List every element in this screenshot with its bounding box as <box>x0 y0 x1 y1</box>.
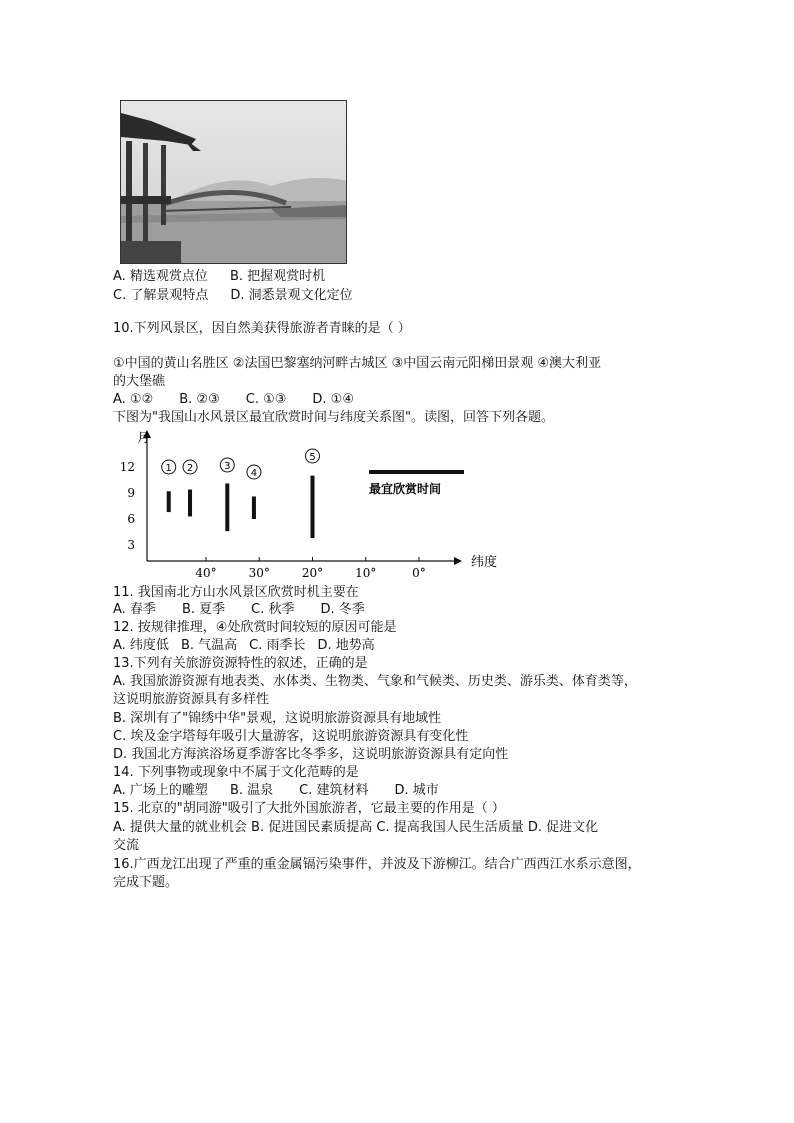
q11-option-a[interactable]: A. 春季 <box>113 602 156 617</box>
q11-stem: 11. 我国南北方山水风景区欣赏时机主要在 <box>113 585 359 600</box>
q13-stem: 13.下列有关旅游资源特性的叙述，正确的是 <box>113 656 368 671</box>
q10-options <box>113 391 354 409</box>
q9-option-d[interactable]: D. 洞悉景观文化定位 <box>230 288 353 303</box>
y-tick-label: 9 <box>127 486 135 500</box>
site-marker-label: 3 <box>224 461 231 472</box>
q12-options <box>113 637 375 655</box>
q13-option-a-line1[interactable]: A. 我国旅游资源有地表类、水体类、生物类、气象和气候类、历史类、游乐类、体育类等， <box>113 674 637 689</box>
q12-option-a[interactable]: A. 纬度低 <box>113 638 169 653</box>
q12-option-c[interactable]: C. 雨季长 <box>249 638 306 653</box>
q11-option-d[interactable]: D. 冬季 <box>320 602 365 617</box>
q10-stem: 10.下列风景区，因自然美获得旅游者青睐的是（ ） <box>113 321 411 336</box>
q14-option-c[interactable]: C. 建筑材料 <box>299 783 369 798</box>
q13-option-b[interactable]: B. 深圳有了"锦绣中华"景观，这说明旅游资源具有地域性 <box>113 711 442 726</box>
x-tick-label: 10° <box>355 566 377 578</box>
q11-options <box>113 601 365 619</box>
q9-option-c[interactable]: C. 了解景观特点 <box>113 288 209 303</box>
latitude-season-chart <box>113 428 513 578</box>
q12-option-d[interactable]: D. 地势高 <box>317 638 375 653</box>
q14-option-d[interactable]: D. 城市 <box>394 783 439 798</box>
q13-option-c[interactable]: C. 埃及金字塔每年吸引大量游客，这说明旅游资源具有变化性 <box>113 729 469 744</box>
q10-option-d[interactable]: D. ①④ <box>312 392 354 407</box>
q9-option-b[interactable]: B. 把握观赏时机 <box>229 269 326 284</box>
scenic-photo <box>120 100 347 264</box>
q14-stem: 14. 下列事物或现象中不属于文化范畴的是 <box>113 765 359 780</box>
q14-option-a[interactable]: A. 广场上的雕塑 <box>113 783 208 798</box>
q14-option-b[interactable]: B. 温泉 <box>229 783 274 798</box>
site-marker-label: 4 <box>250 468 258 479</box>
y-axis-label: 月 <box>137 431 151 446</box>
y-tick-label: 6 <box>127 512 135 526</box>
q11-option-c[interactable]: C. 秋季 <box>251 602 295 617</box>
q9-options-line2 <box>113 287 353 305</box>
site-marker-label: 5 <box>309 452 316 463</box>
q15-stem: 15. 北京的"胡同游"吸引了大批外国旅游者，它最主要的作用是（ ） <box>113 801 505 816</box>
q10-option-b[interactable]: B. ②③ <box>179 392 220 407</box>
legend-label: 最宜欣赏时间 <box>369 482 442 496</box>
q13-option-a-line2: 这说明旅游资源具有多样性 <box>113 692 270 707</box>
x-tick-label: 40° <box>195 566 217 578</box>
site-marker-label: 1 <box>165 463 172 474</box>
q10-items-line2: 的大堡礁 <box>113 374 166 389</box>
q12-stem: 12. 按规律推理，④处欣赏时间较短的原因可能是 <box>113 620 397 635</box>
season-bar <box>188 490 192 517</box>
q16-line1: 16.广西龙江出现了严重的重金属镉污染事件，并波及下游柳江。结合广西西江水系示意图， <box>113 857 641 872</box>
season-bar <box>167 491 171 512</box>
q12-option-b[interactable]: B. 气温高 <box>180 638 238 653</box>
q15-options-line2: 交流 <box>113 838 140 853</box>
season-bar <box>252 496 256 519</box>
season-bar <box>225 483 229 531</box>
q15-options-line1[interactable]: A. 提供大量的就业机会 B. 促进国民素质提高 C. 提高我国人民生活质量 D. 促进文化 <box>113 820 599 835</box>
y-tick-label: 12 <box>119 460 135 474</box>
q10-option-c[interactable]: C. ①③ <box>245 392 287 407</box>
q10-option-a[interactable]: A. ①② <box>113 392 154 407</box>
x-axis-label: 纬度 <box>471 555 498 570</box>
season-bar <box>311 476 315 538</box>
q9-option-a[interactable]: A. 精选观赏点位 <box>113 269 208 284</box>
site-marker-label: 2 <box>186 463 194 474</box>
x-tick-label: 20° <box>301 566 324 578</box>
x-tick-label: 30° <box>248 566 270 578</box>
q11-option-b[interactable]: B. 夏季 <box>181 602 226 617</box>
chart-intro: 下图为"我国山水风景区最宜欣赏时间与纬度关系图"。读图，回答下列各题。 <box>113 410 554 425</box>
q16-line2: 完成下题。 <box>113 875 179 890</box>
q10-items-line1: ①中国的黄山名胜区 ②法国巴黎塞纳河畔古城区 ③中国云南元阳梯田景观 ④澳大利亚 <box>113 356 602 371</box>
q14-options <box>113 782 439 800</box>
x-tick-label: 0° <box>412 566 426 578</box>
y-tick-label: 3 <box>127 538 135 552</box>
q9-options-line1 <box>113 268 325 286</box>
q13-option-d[interactable]: D. 我国北方海滨浴场夏季游客比冬季多，这说明旅游资源具有定向性 <box>113 747 509 762</box>
